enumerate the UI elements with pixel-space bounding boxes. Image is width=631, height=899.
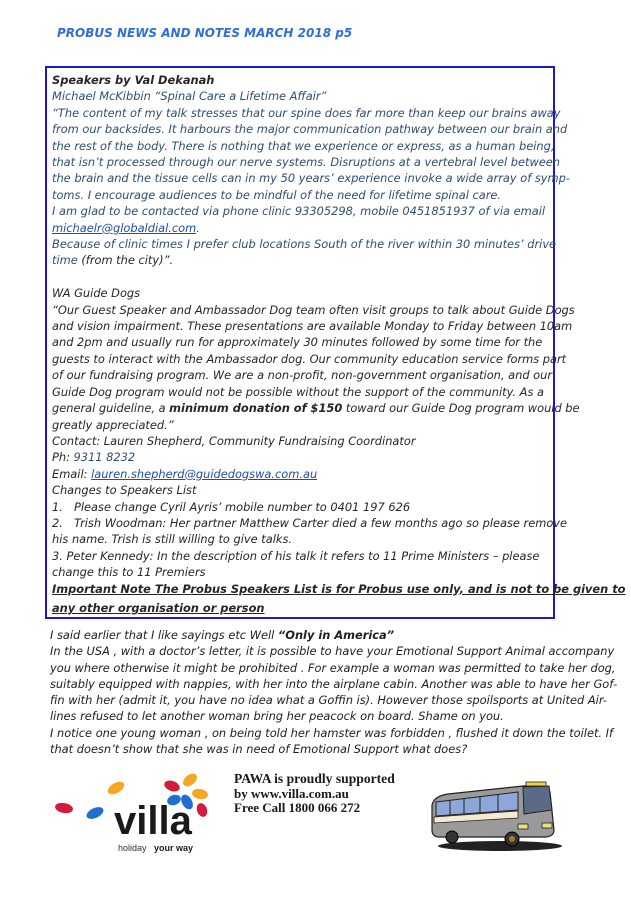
guide-dogs-phone-line [52, 449, 549, 465]
guide-dogs-line: Guide Dog program would not be possible without the support of the community. As a [52, 384, 545, 399]
america-line: you where otherwise it might be prohibited . For example a woman was permitted to take her dog, [50, 660, 616, 675]
sponsor-line-2: by www.villa.com.au [234, 785, 349, 801]
changes-item: 3. Peter Kennedy: In the description of his talk it refers to 11 Prime Ministers – please [52, 548, 540, 563]
mckibbin-line: the brain and the tissue cells can in my 50 years’ experience invoke a wide array of symp- [52, 171, 570, 186]
svg-text:holiday: holiday [118, 843, 147, 853]
sponsor-section [50, 772, 610, 882]
america-line: fin with her (admit it, you have no idea what a Goffin is). However those spoilsports at United Air- [50, 693, 608, 708]
changes-item [52, 499, 549, 515]
bus-icon [428, 780, 568, 855]
guide-dogs-contact: Contact: Lauren Shepherd, Community Fundraising Coordinator [52, 433, 416, 448]
item-number: 2. [52, 515, 63, 530]
changes-title: Changes to Speakers List [52, 483, 197, 498]
page-header: PROBUS NEWS AND NOTES MARCH 2018 p5 [57, 26, 353, 40]
speakers-heading: Speakers by Val Dekanah [52, 73, 215, 87]
guide-dogs-title: WA Guide Dogs [52, 286, 141, 301]
donation-pre: general guideline, a [52, 401, 170, 416]
svg-text:your way: your way [154, 843, 194, 853]
mckibbin-line: from our backsides. It harbours the major communication pathway between our brain and [52, 122, 568, 137]
guide-dogs-email-link[interactable]: lauren.shepherd@guidedogswa.com.au [91, 466, 318, 481]
america-line: I notice one young woman , on being told her hamster was forbidden , flushed it down the toilet. If [50, 725, 614, 740]
guide-dogs-line: and vision impairment. These presentations are available Monday to Friday between 10am [52, 319, 573, 334]
donation-post: toward our Guide Dog program would be [342, 401, 580, 416]
speakers-box [45, 66, 626, 619]
donation-amount: minimum donation of $150 [169, 401, 343, 416]
guide-dogs-line: of our fundraising program. We are a non-profit, non-government organisation, and our [52, 368, 553, 383]
sponsor-line-3: Free Call 1800 066 272 [234, 800, 361, 815]
item-number: 1. [52, 499, 63, 514]
america-intro [50, 627, 617, 643]
spacer [52, 269, 549, 285]
changes-item-cont: change this to 11 Premiers [52, 565, 206, 580]
mckibbin-line: that isn’t processed through our nerve systems. Disruptions at a vertebral level between [52, 155, 561, 170]
guide-dogs-closing: greatly appreciated.” [52, 417, 174, 432]
time-word: time [52, 253, 82, 268]
guide-dogs-line: and 2pm and usually run for approximately 30 minutes followed by some time for the [52, 335, 543, 350]
only-in-america-section [50, 627, 617, 757]
guide-dogs-donation-line [52, 400, 580, 416]
guide-dogs-line: “Our Guest Speaker and Ambassador Dog team often visit groups to talk about Guide Dogs [52, 302, 575, 317]
america-intro-text: I said earlier that I like sayings etc Well [50, 628, 278, 642]
guide-dogs-line: guests to interact with the Ambassador dog. Our community education service forms part [52, 351, 567, 366]
mckibbin-title: Michael McKibbin “Spinal Care a Lifetime Affair” [52, 89, 327, 104]
sponsor-line-1: PAWA is proudly supported [234, 771, 395, 786]
mckibbin-line: “The content of my talk stresses that our spine does far more than keep our brains away [52, 105, 561, 120]
mckibbin-time-line [52, 252, 549, 268]
item-text: Trish Woodman: Her partner Matthew Carter died a few months ago so please remove [74, 515, 568, 530]
important-note: any other organisation or person [52, 600, 265, 615]
sponsor-text [234, 772, 395, 816]
mckibbin-email-link[interactable]: michaelr@globaldial.com [52, 220, 197, 235]
email-label: Email: [52, 466, 92, 481]
america-line: that doesn’t show that she was in need of Emotional Support what does? [50, 742, 468, 757]
mckibbin-clinic-line: Because of clinic times I prefer club locations South of the river within 30 minutes’ drive [52, 237, 557, 252]
guide-dogs-email-line [52, 466, 549, 482]
important-note: Important Note The Probus Speakers List is for Probus use only, and is not to be given to [52, 581, 626, 596]
svg-text:villa: villa [114, 799, 192, 843]
mckibbin-email-line [52, 220, 549, 236]
email-period: . [196, 220, 200, 235]
america-line: lines refused to let another woman bring her peacock on board. Shame on you. [50, 709, 504, 724]
phone-label: Ph: [52, 450, 74, 465]
changes-item-cont: his name. Trish is still willing to give talks. [52, 532, 293, 547]
phone-number: 9311 8232 [73, 450, 136, 465]
mckibbin-line: the rest of the body. There is nothing that we experience or express, as a human being, [52, 138, 555, 153]
mckibbin-line: toms. I encourage audiences to be mindful of the need for lifetime spinal care. [52, 187, 502, 202]
item-text: Please change Cyril Ayris’ mobile number to 0401 197 626 [74, 499, 411, 514]
villa-logo-icon [50, 772, 220, 872]
america-line: suitably equipped with nappies, with her into the airplane cabin. Another was able to have her Gof- [50, 676, 618, 691]
america-intro-bold: “Only in America” [277, 628, 395, 642]
changes-item [52, 515, 568, 531]
mckibbin-line: I am glad to be contacted via phone clinic 93305298, mobile 0451851937 of via email [52, 204, 546, 219]
time-tail: (from the city)”. [81, 253, 174, 268]
america-line: In the USA , with a doctor’s letter, it is possible to have your Emotional Support Animal accompany [50, 644, 615, 659]
